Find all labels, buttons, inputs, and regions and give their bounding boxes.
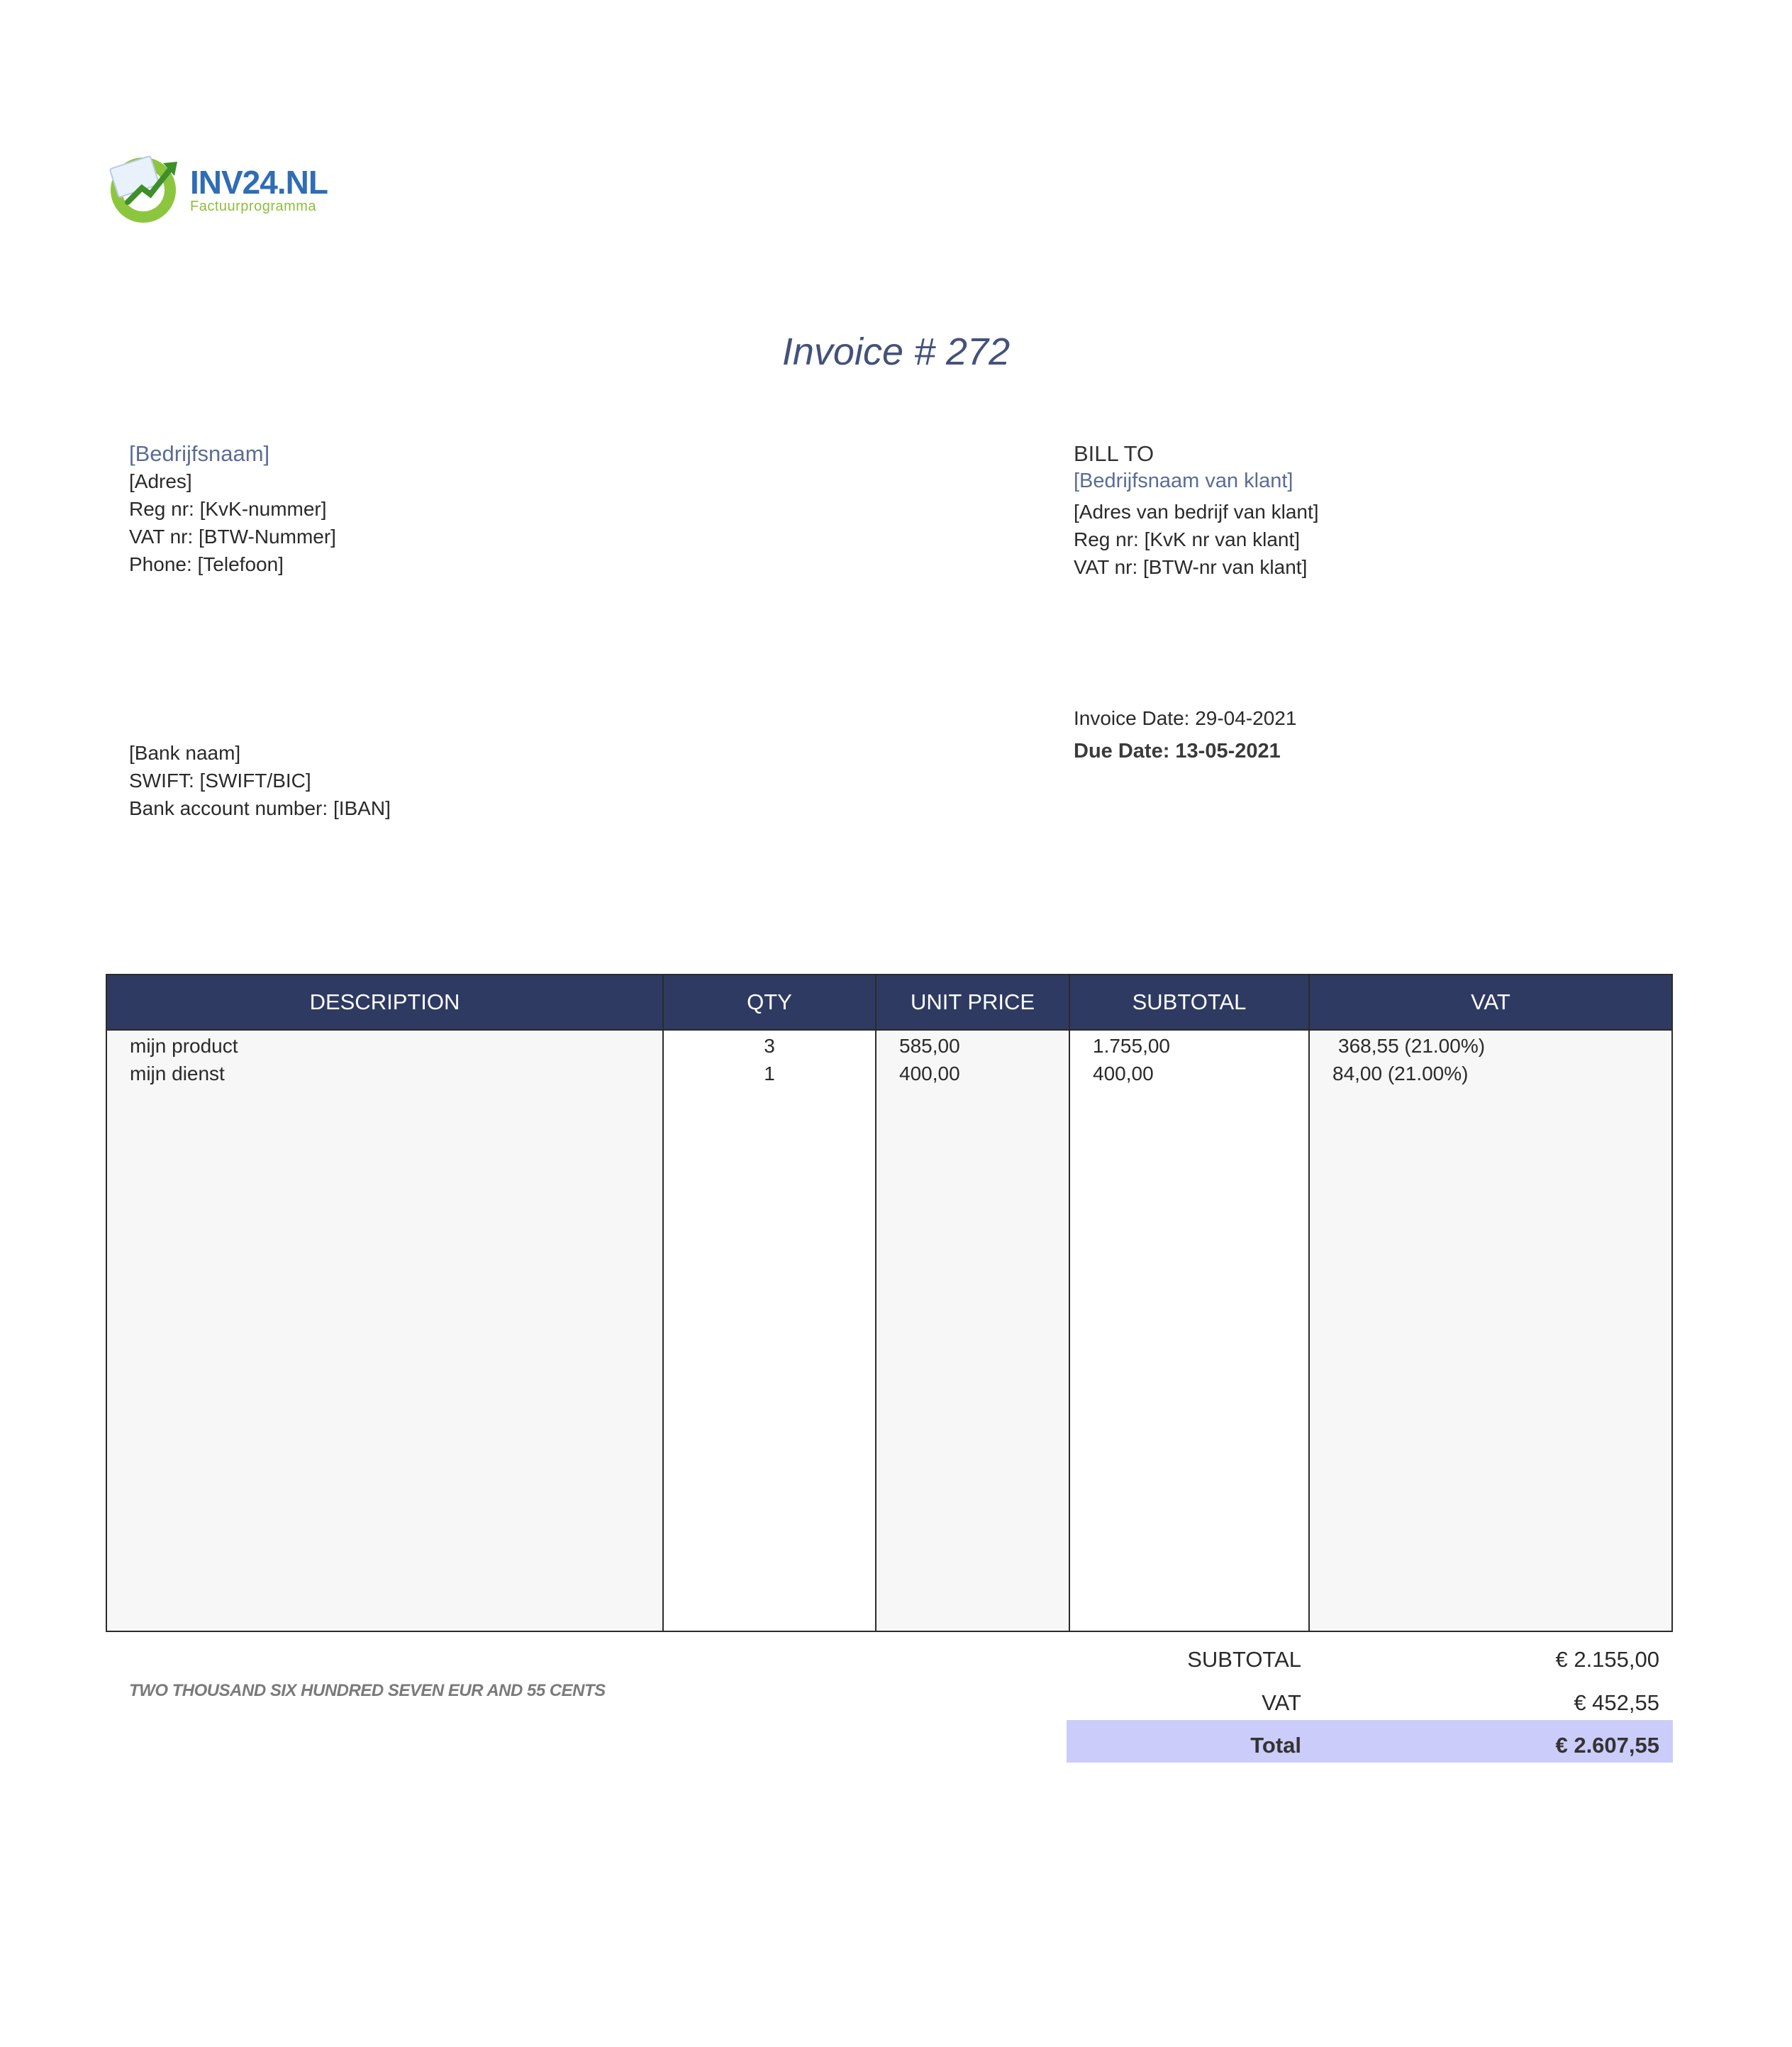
- seller-phone: Phone: [Telefoon]: [129, 553, 284, 575]
- column-divider: [1308, 975, 1310, 1631]
- bill-to-company: [Bedrijfsnaam van klant]: [1074, 470, 1293, 492]
- bill-to-heading: BILL TO: [1074, 441, 1154, 466]
- seller-address: [Adres]: [129, 470, 192, 492]
- row-subtotal: 1.755,00: [1093, 1035, 1170, 1057]
- seller-company-name: [Bedrijfsnaam]: [129, 441, 270, 466]
- header-vat: VAT: [1471, 989, 1510, 1014]
- qty-column-bg: [664, 1031, 875, 1631]
- total-value: € 2.607,55: [1555, 1733, 1659, 1758]
- row-qty: 1: [764, 1063, 775, 1084]
- row-vat: 368,55 (21.00%): [1338, 1035, 1486, 1057]
- header-unit-price: UNIT PRICE: [910, 989, 1035, 1014]
- description-column-bg: [107, 1031, 662, 1631]
- total-label: Total: [1250, 1733, 1301, 1758]
- bank-name: [Bank naam]: [129, 742, 241, 764]
- company-logo: [106, 149, 328, 227]
- column-divider: [875, 975, 876, 1631]
- logo-brand-text: INV24.NL: [190, 164, 328, 201]
- vat-column-bg: [1310, 1031, 1671, 1631]
- items-table: [106, 974, 1673, 1632]
- invoice-title: Invoice # 272: [781, 331, 1011, 373]
- logo-icon: [106, 149, 184, 227]
- subtotal-label: SUBTOTAL: [1187, 1647, 1301, 1672]
- bill-to-address: [Adres van bedrijf van klant]: [1074, 501, 1319, 523]
- row-description: mijn product: [130, 1035, 238, 1057]
- subtotal-value: € 2.155,00: [1555, 1647, 1659, 1672]
- seller-vat: VAT nr: [BTW-Nummer]: [129, 526, 336, 548]
- unit-price-column-bg: [876, 1031, 1069, 1631]
- invoice-date: Invoice Date: 29-04-2021: [1074, 707, 1297, 729]
- bank-account: Bank account number: [IBAN]: [129, 797, 391, 819]
- header-qty: QTY: [747, 989, 792, 1014]
- bank-info: [129, 739, 391, 822]
- amount-in-words: TWO THOUSAND SIX HUNDRED SEVEN EUR AND 55 CENTS: [129, 1681, 606, 1700]
- row-vat: 84,00 (21.00%): [1332, 1063, 1469, 1084]
- bill-to-reg: Reg nr: [KvK nr van klant]: [1074, 528, 1301, 550]
- row-description: mijn dienst: [130, 1063, 225, 1084]
- seller-reg: Reg nr: [KvK-nummer]: [129, 498, 327, 520]
- bank-swift: SWIFT: [SWIFT/BIC]: [129, 770, 311, 792]
- table-header: [107, 975, 1671, 1031]
- row-qty: 3: [764, 1035, 775, 1057]
- bill-to-vat: VAT nr: [BTW-nr van klant]: [1074, 556, 1308, 578]
- row-unit-price: 585,00: [899, 1035, 960, 1057]
- invoice-dates: [1074, 704, 1296, 765]
- vat-value: € 452,55: [1574, 1690, 1659, 1715]
- column-divider: [1069, 975, 1070, 1631]
- subtotal-column-bg: [1070, 1031, 1308, 1631]
- header-subtotal: SUBTOTAL: [1132, 989, 1247, 1014]
- bill-to-info: [1074, 440, 1319, 581]
- seller-info: [129, 440, 336, 578]
- header-description: DESCRIPTION: [309, 989, 460, 1014]
- due-date: Due Date: 13-05-2021: [1074, 740, 1281, 762]
- row-subtotal: 400,00: [1093, 1063, 1154, 1084]
- logo-tagline: Factuurprogramma: [190, 199, 317, 214]
- vat-label: VAT: [1262, 1690, 1301, 1715]
- row-unit-price: 400,00: [899, 1063, 960, 1084]
